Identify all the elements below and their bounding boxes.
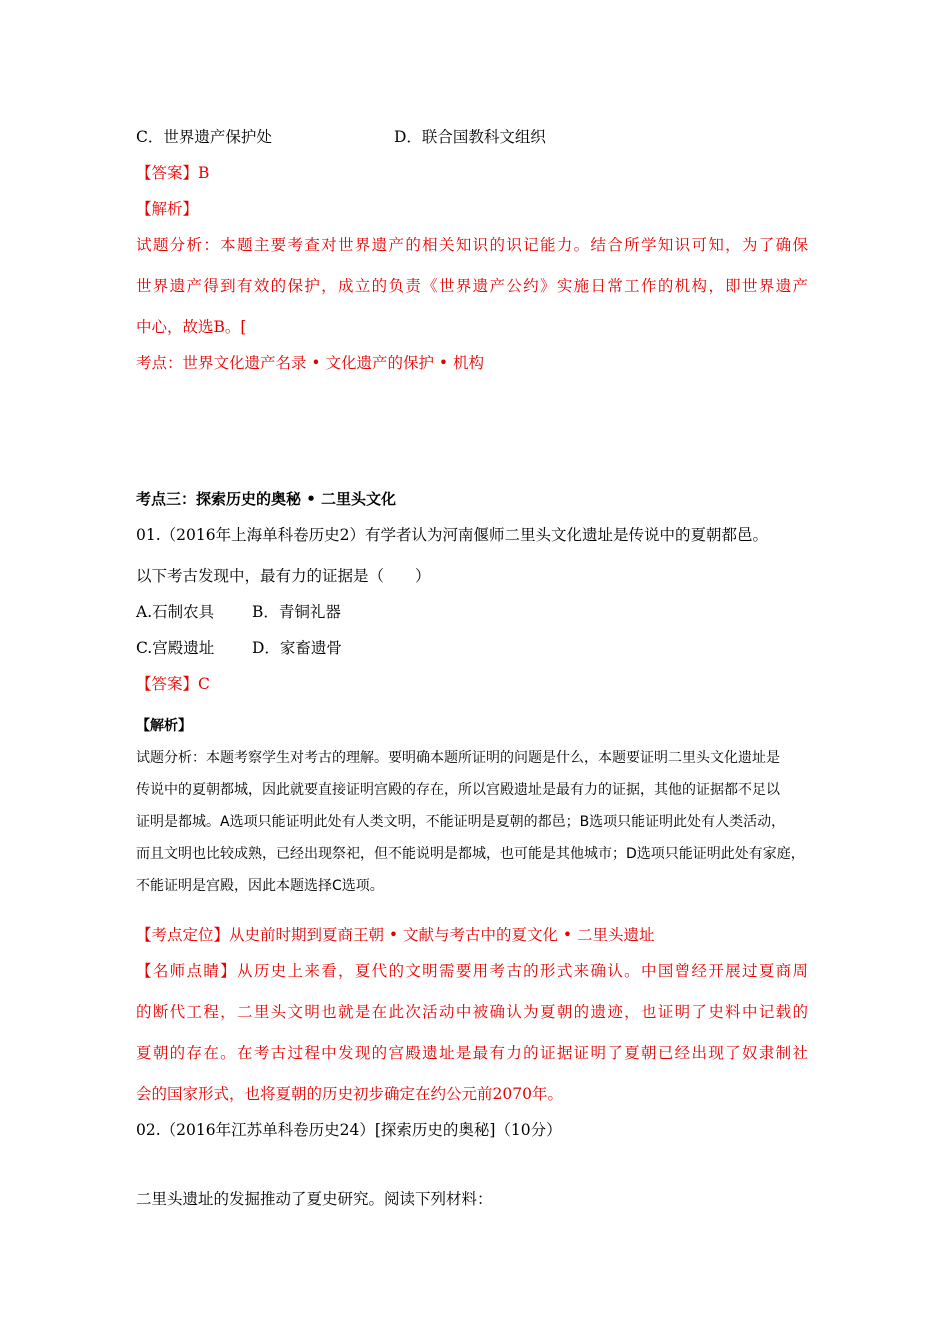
analysis-line: 试题分析：本题考察学生对考古的理解。要明确本题所证明的问题是什么，本题要证明二里头文化遗址是 bbox=[136, 750, 780, 766]
question-intro: 二里头遗址的发掘推动了夏史研究。阅读下列材料： bbox=[136, 1190, 493, 1208]
mingshi-line: 会的国家形式，也将夏朝的历史初步确定在约公元前2070年。 bbox=[136, 1085, 563, 1103]
analysis-line: 世界遗产得到有效的保护，成立的负责《世界遗产公约》实施日常工作的机构，即世界遗产 bbox=[136, 277, 808, 295]
answer: 【答案】C bbox=[136, 675, 210, 693]
analysis-line: 试题分析：本题主要考查对世界遗产的相关知识的识记能力。结合所学知识可知，为了确保 bbox=[136, 236, 808, 254]
option-row bbox=[136, 638, 342, 658]
analysis-line: 传说中的夏朝都城，因此就要直接证明宫殿的存在，所以宫殿遗址是最有力的证据，其他的证据都不足以 bbox=[136, 782, 780, 798]
kaodian: 考点：世界文化遗产名录 • 文化遗产的保护 • 机构 bbox=[136, 354, 484, 372]
question-stem: 以下考古发现中，最有力的证据是（ ） bbox=[136, 567, 431, 585]
section-title: 考点三：探索历史的奥秘 • 二里头文化 bbox=[136, 490, 397, 508]
answer: 【答案】B bbox=[136, 164, 210, 182]
analysis-heading: 【解析】 bbox=[136, 200, 199, 218]
analysis-line: 证明是都城。A选项只能证明此处有人类文明，不能证明是夏朝的都邑；B选项只能证明此处有人类活动， bbox=[136, 814, 786, 830]
option-c: C．世界遗产保护处 bbox=[136, 128, 272, 146]
option-d: D．家畜遗骨 bbox=[252, 639, 342, 657]
option-b: B．青铜礼器 bbox=[252, 603, 341, 621]
option-c: C.宫殿遗址 bbox=[136, 639, 215, 657]
option-d: D．联合国教科文组织 bbox=[394, 128, 546, 146]
analysis-line: 而且文明也比较成熟，已经出现祭祀，但不能说明是都城，也可能是其他城市；D选项只能证明此处有家庭， bbox=[136, 846, 805, 862]
mingshi-line: 的断代工程，二里头文明也就是在此次活动中被确认为夏朝的遗迹，也证明了史料中记载的 bbox=[136, 1003, 808, 1021]
option-a: A.石制农具 bbox=[136, 603, 215, 621]
question-stem: 01.（2016年上海单科卷历史2）有学者认为河南偃师二里头文化遗址是传说中的夏朝都邑。 bbox=[136, 526, 768, 544]
mingshi-line: 【名师点睛】从历史上来看，夏代的文明需要用考古的形式来确认。中国曾经开展过夏商周 bbox=[136, 962, 808, 980]
question-stem: 02.（2016年江苏单科卷历史24）[探索历史的奥秘]（10分） bbox=[136, 1121, 562, 1139]
analysis-heading: 【解析】 bbox=[136, 718, 192, 734]
option-row bbox=[136, 602, 341, 622]
analysis-line: 中心，故选B。[ bbox=[136, 318, 247, 336]
mingshi-line: 夏朝的存在。在考古过程中发现的宫殿遗址是最有力的证据证明了夏朝已经出现了奴隶制社 bbox=[136, 1044, 808, 1062]
analysis-line: 不能证明是宫殿，因此本题选择C选项。 bbox=[136, 878, 384, 894]
kaodian-dingwei: 【考点定位】从史前时期到夏商王朝 • 文献与考古中的夏文化 • 二里头遗址 bbox=[136, 926, 655, 944]
